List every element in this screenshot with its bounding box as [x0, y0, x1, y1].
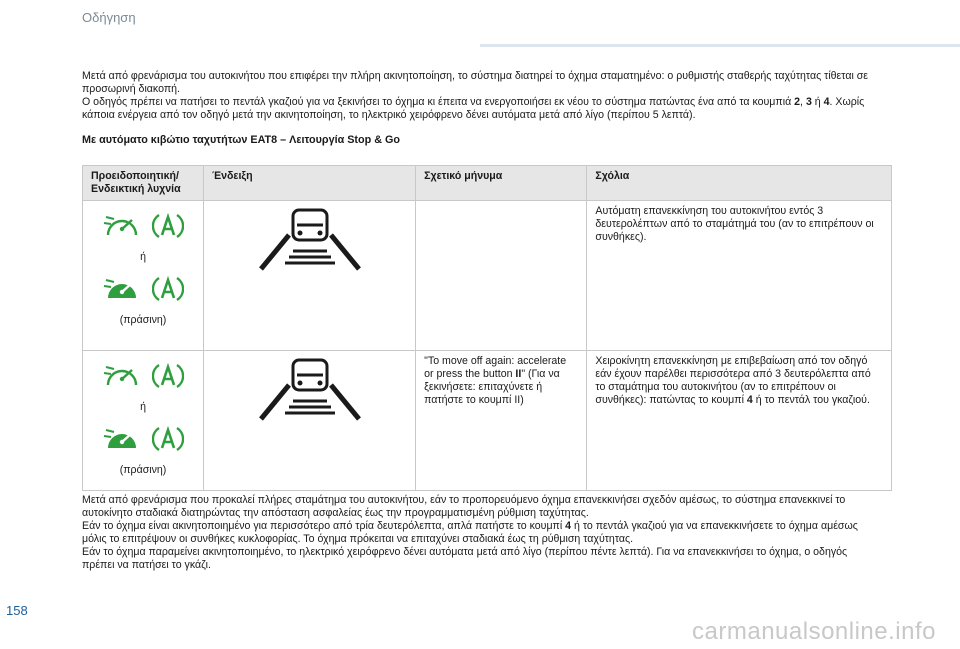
indicator-cell — [83, 201, 204, 351]
table-row — [83, 201, 892, 351]
watermark: carmanualsonline.info — [692, 618, 936, 645]
auto-a-badge-icon — [152, 423, 184, 455]
auto-a-badge-icon — [152, 210, 184, 242]
page-number: 158 — [6, 603, 28, 618]
section-title: Με αυτόματο κιβώτιο ταχυτήτων EAT8 – Λειτουργία Stop & Go — [82, 134, 400, 146]
outro-text — [82, 494, 882, 573]
speedometer-filled-icon — [102, 274, 142, 304]
comment-cell: Αυτόματη επανεκκίνηση του αυτοκινήτου εντός 3 δευτερολέπτων από το σταμάτημά του (αν το επιτρέπουν οι συνθήκες). — [587, 201, 892, 351]
speedometer-outline-icon — [102, 361, 142, 391]
auto-a-badge-icon — [152, 360, 184, 392]
comment-cell: Χειροκίνητη επανεκκίνηση με επιβεβαίωση από τον οδηγό εάν έχουν παρέλθει περισσότερα από 3 δευτερόλεπτα από το σταμάτημα του αυτοκινήτου (αν το επιτρέπουν οι συνθήκες): πατώντας το κουμπί 4 ή το πεντάλ του γκαζιού. — [587, 351, 892, 491]
message-cell — [416, 201, 587, 351]
header-comments: Σχόλια — [587, 166, 892, 201]
or-label: ή — [140, 251, 146, 263]
table-row — [83, 351, 892, 491]
green-label: (πράσινη) — [119, 464, 167, 476]
stop-go-table — [82, 165, 892, 491]
speedometer-filled-icon — [102, 424, 142, 454]
auto-a-badge-icon — [152, 273, 184, 305]
display-cell — [204, 351, 416, 491]
header-message: Σχετικό μήνυμα — [416, 166, 587, 201]
display-cell — [204, 201, 416, 351]
header-indicator: Προειδοποιητική/ Ενδεικτική λυχνία — [83, 166, 204, 201]
outro-paragraph-1: Μετά από φρενάρισμα που προκαλεί πλήρες σταμάτημα του αυτοκινήτου, εάν το προπορευόμενο όχημα επανεκκινήσει σχεδόν αμέσως, το σύστημα επανεκκινεί το αυτοκίνητο σταδιακά διατηρώντας την απόσταση ασφαλείας έως την προγραμματισμένη ρύθμιση ταχύτητας. — [82, 494, 846, 520]
indicator-cell — [83, 351, 204, 491]
speedometer-outline-icon — [102, 211, 142, 241]
header-title: Οδήγηση — [82, 10, 136, 25]
car-lanes-icon — [255, 205, 365, 271]
header-bar — [480, 44, 960, 47]
header-display: Ένδειξη — [204, 166, 416, 201]
green-label: (πράσινη) — [119, 314, 167, 326]
intro-paragraph-2: Ο οδηγός πρέπει να πατήσει το πεντάλ γκαζιού για να ξεκινήσει το όχημα κι έπειτα να ενεργοποιήσει εκ νέου το σύστημα πατώντας ένα από τα κουμπιά 2, 3 ή 4. Χωρίς κάποια ενέργεια από τον οδηγό μετά την ακινητοποίηση, το ηλεκτρικό χειρόφρενο δένει αυτόματα μετά από λίγο (περίπου 5 λεπτά). — [82, 96, 865, 122]
or-label: ή — [140, 401, 146, 413]
outro-paragraph-3: Εάν το όχημα παραμείνει ακινητοποιημένο, το ηλεκτρικό χειρόφρενο δένει αυτόματα μετά από λίγο (περίπου πέντε λεπτά). Για να επανεκκινήσει το όχημα, ο οδηγός πρέπει να πατήσει το γκάζι. — [82, 546, 848, 572]
table-header-row — [83, 166, 892, 201]
message-cell: "To move off again: accelerate or press the button II" (Για να ξεκινήσετε: επιταχύνετε ή πατήστε το κουμπί II) — [416, 351, 587, 491]
intro-text — [82, 70, 882, 122]
outro-paragraph-2: Εάν το όχημα είναι ακινητοποιημένο για περισσότερο από τρία δευτερόλεπτα, απλά πατήστε το κουμπί 4 ή το πεντάλ γκαζιού για να επανεκκινήσετε το όχημα αμέσως μόλις το επιτρέψουν οι συνθήκες κυκλοφορίας. Το όχημα πρόκειται να επιταχύνει σταδιακά έως τη ρύθμιση ταχύτητας. — [82, 520, 858, 546]
intro-paragraph-1: Μετά από φρενάρισμα του αυτοκινήτου που επιφέρει την πλήρη ακινητοποίηση, το σύστημα διατηρεί το όχημα σταματημένο: ο ρυθμιστής σταθερής ταχύτητας τίθεται σε προσωρινή διακοπή. — [82, 70, 868, 96]
car-lanes-icon — [255, 355, 365, 421]
